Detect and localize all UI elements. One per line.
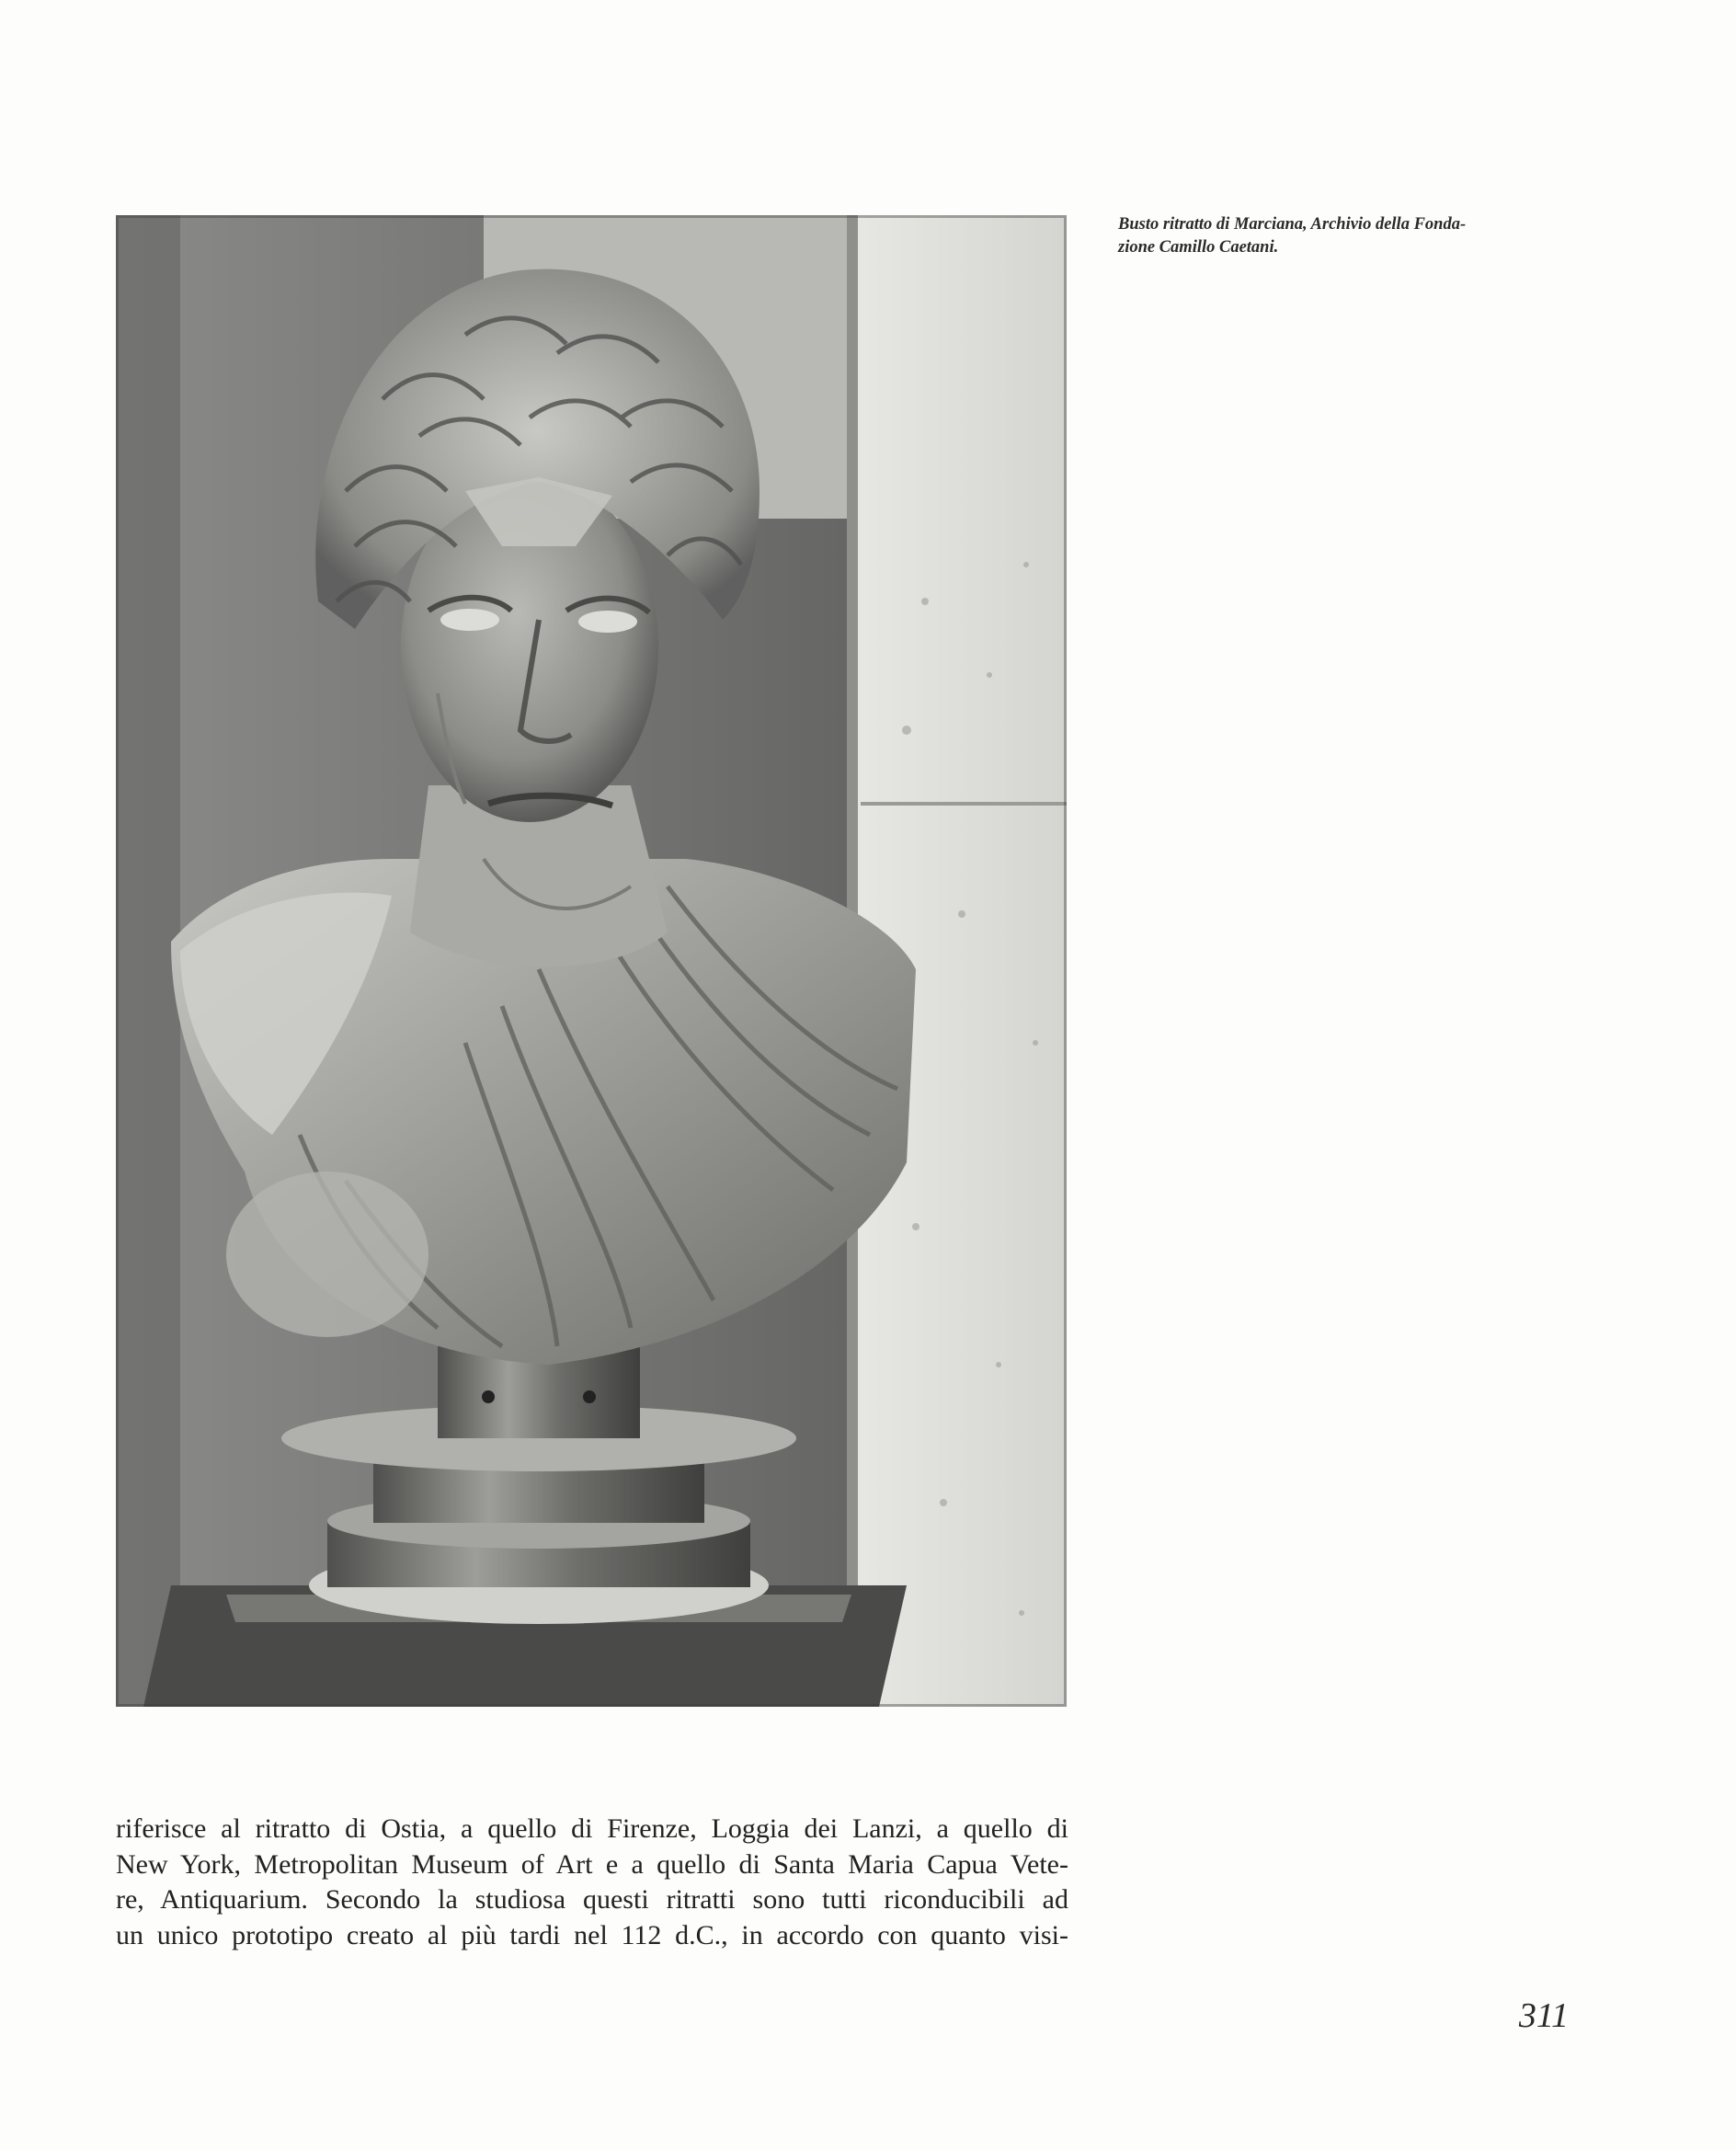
body-line: riferisce al ritratto di Ostia, a quello di Firenze, Loggia dei Lanzi, a quello di bbox=[116, 1813, 1068, 1844]
bust-photograph bbox=[116, 215, 1067, 1707]
bust-photograph-image bbox=[116, 215, 1067, 1707]
figure-caption bbox=[1118, 213, 1596, 259]
page-number: 311 bbox=[1518, 1996, 1569, 2035]
body-line: New York, Metropolitan Museum of Art e a quello di Santa Maria Capua Vete- bbox=[116, 1848, 1068, 1880]
caption-line: zione Camillo Caetani. bbox=[1118, 238, 1279, 257]
caption-line: Busto ritratto di Marciana, Archivio della Fonda- bbox=[1118, 215, 1467, 234]
body-paragraph bbox=[116, 1812, 1068, 1953]
body-line: re, Antiquarium. Secondo la studiosa questi ritratti sono tutti riconducibili ad bbox=[116, 1884, 1068, 1915]
body-line: un unico prototipo creato al più tardi nel 112 d.C., in accordo con quanto visi- bbox=[116, 1919, 1068, 1950]
